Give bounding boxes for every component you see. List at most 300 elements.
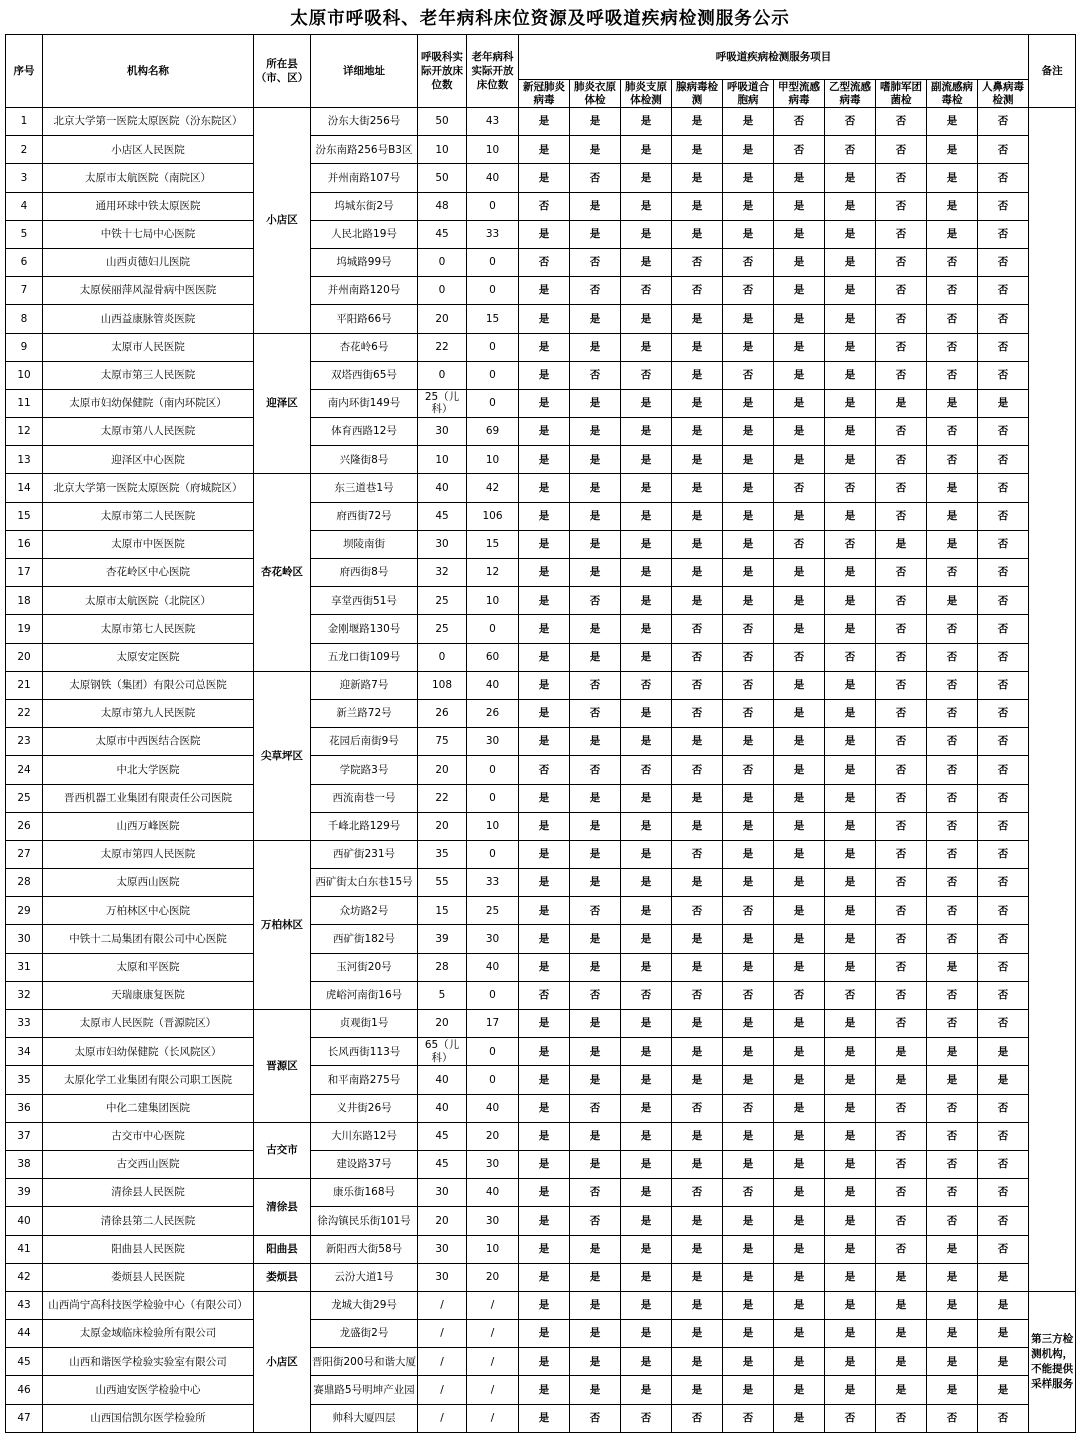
cell-seq: 29 xyxy=(6,897,43,925)
cell-test-result: 否 xyxy=(927,728,978,756)
cell-test-result: 是 xyxy=(519,1376,570,1404)
cell-resp-beds: 30 xyxy=(418,1235,467,1263)
cell-seq: 36 xyxy=(6,1094,43,1122)
cell-test-result: 否 xyxy=(978,1179,1029,1207)
cell-resp-beds: 10 xyxy=(418,446,467,474)
cell-seq: 6 xyxy=(6,248,43,276)
cell-address: 西矿街太白东巷15号 xyxy=(311,869,418,897)
cell-test-result: 否 xyxy=(876,277,927,305)
cell-test-result: 是 xyxy=(570,305,621,333)
cell-seq: 34 xyxy=(6,1038,43,1066)
cell-test-result: 是 xyxy=(774,1235,825,1263)
cell-test-result: 否 xyxy=(978,248,1029,276)
cell-test-result: 是 xyxy=(774,1291,825,1319)
cell-test-result: 是 xyxy=(876,389,927,417)
cell-test-result: 是 xyxy=(672,559,723,587)
cell-test-result: 是 xyxy=(570,869,621,897)
cell-test-result: 是 xyxy=(570,840,621,868)
cell-test-result: 是 xyxy=(519,1179,570,1207)
cell-test-result: 是 xyxy=(825,502,876,530)
cell-test-result: 否 xyxy=(876,812,927,840)
table-row xyxy=(6,389,1076,417)
cell-test-result: 是 xyxy=(621,1207,672,1235)
cell-name: 太原市太航医院（南院区） xyxy=(43,164,254,192)
cell-test-result: 是 xyxy=(672,1150,723,1178)
cell-test-result: 是 xyxy=(672,784,723,812)
cell-resp-beds: 20 xyxy=(418,812,467,840)
cell-resp-beds: 25 xyxy=(418,615,467,643)
cell-test-result: 否 xyxy=(723,897,774,925)
cell-test-result: 是 xyxy=(927,1263,978,1291)
cell-address: 东三道巷1号 xyxy=(311,474,418,502)
cell-test-result: 否 xyxy=(978,1207,1029,1235)
cell-resp-beds: 30 xyxy=(418,530,467,558)
table-row xyxy=(6,615,1076,643)
cell-test-result: 否 xyxy=(825,1404,876,1432)
cell-resp-beds: 0 xyxy=(418,248,467,276)
cell-test-result: 是 xyxy=(825,333,876,361)
cell-test-result: 是 xyxy=(519,305,570,333)
cell-test-result: 是 xyxy=(570,474,621,502)
cell-test-result: 否 xyxy=(621,277,672,305)
cell-test-result: 否 xyxy=(978,1235,1029,1263)
cell-test-result: 是 xyxy=(570,108,621,136)
cell-seq: 45 xyxy=(6,1348,43,1376)
cell-test-result: 否 xyxy=(927,333,978,361)
cell-test-result: 否 xyxy=(774,981,825,1009)
cell-name: 太原市第三人民医院 xyxy=(43,361,254,389)
cell-test-result: 是 xyxy=(774,361,825,389)
cell-address: 云汾大道1号 xyxy=(311,1263,418,1291)
cell-address: 享堂西街51号 xyxy=(311,587,418,615)
cell-test-result: 是 xyxy=(927,192,978,220)
cell-geri-beds: 10 xyxy=(467,446,519,474)
table-row xyxy=(6,530,1076,558)
cell-district: 万柏林区 xyxy=(254,840,311,1009)
cell-test-result: 是 xyxy=(774,559,825,587)
cell-test-result: 否 xyxy=(672,1404,723,1432)
cell-seq: 26 xyxy=(6,812,43,840)
cell-test-result: 是 xyxy=(927,1066,978,1094)
cell-test-result: 是 xyxy=(672,925,723,953)
cell-address: 汾东大街256号 xyxy=(311,108,418,136)
table-row xyxy=(6,897,1076,925)
cell-test-result: 否 xyxy=(927,1404,978,1432)
cell-test-result: 是 xyxy=(519,1207,570,1235)
cell-test-result: 否 xyxy=(876,192,927,220)
cell-test-result: 否 xyxy=(876,220,927,248)
cell-resp-beds: 35 xyxy=(418,840,467,868)
cell-test-result: 是 xyxy=(723,784,774,812)
cell-name: 太原市妇幼保健院（南内环院区） xyxy=(43,389,254,417)
cell-geri-beds: 40 xyxy=(467,671,519,699)
cell-test-result: 是 xyxy=(723,812,774,840)
cell-seq: 5 xyxy=(6,220,43,248)
cell-name: 太原市第七人民医院 xyxy=(43,615,254,643)
cell-test-result: 否 xyxy=(876,784,927,812)
cell-test-result: 是 xyxy=(723,953,774,981)
cell-test-result: 是 xyxy=(774,277,825,305)
cell-test-result: 是 xyxy=(519,446,570,474)
cell-seq: 19 xyxy=(6,615,43,643)
cell-test-result: 是 xyxy=(723,1038,774,1066)
cell-test-result: 是 xyxy=(723,389,774,417)
cell-seq: 42 xyxy=(6,1263,43,1291)
cell-district: 杏花岭区 xyxy=(254,474,311,671)
cell-test-result: 是 xyxy=(825,699,876,727)
cell-test-result: 是 xyxy=(774,756,825,784)
table-row xyxy=(6,1376,1076,1404)
header-test-item: 肺炎支原体检测 xyxy=(621,80,672,108)
cell-test-result: 否 xyxy=(927,446,978,474)
cell-test-result: 否 xyxy=(978,671,1029,699)
cell-resp-beds: 20 xyxy=(418,305,467,333)
cell-test-result: 否 xyxy=(876,136,927,164)
cell-test-result: 是 xyxy=(570,1376,621,1404)
cell-test-result: 是 xyxy=(774,305,825,333)
cell-test-result: 是 xyxy=(519,1404,570,1432)
cell-resp-beds: 40 xyxy=(418,1094,467,1122)
table-row xyxy=(6,1263,1076,1291)
cell-test-result: 否 xyxy=(825,643,876,671)
cell-address: 众坊路2号 xyxy=(311,897,418,925)
cell-test-result: 是 xyxy=(570,615,621,643)
cell-remark xyxy=(1029,108,1076,1292)
cell-test-result: 否 xyxy=(876,1179,927,1207)
cell-test-result: 是 xyxy=(519,728,570,756)
cell-test-result: 是 xyxy=(825,1207,876,1235)
cell-test-result: 是 xyxy=(519,277,570,305)
cell-test-result: 是 xyxy=(978,1066,1029,1094)
cell-test-result: 否 xyxy=(519,756,570,784)
cell-test-result: 是 xyxy=(774,784,825,812)
cell-resp-beds: 45 xyxy=(418,1150,467,1178)
cell-geri-beds: 0 xyxy=(467,784,519,812)
cell-test-result: 否 xyxy=(978,812,1029,840)
cell-geri-beds: 0 xyxy=(467,756,519,784)
cell-test-result: 是 xyxy=(723,728,774,756)
cell-geri-beds: 17 xyxy=(467,1010,519,1038)
cell-test-result: 是 xyxy=(774,587,825,615)
cell-seq: 17 xyxy=(6,559,43,587)
cell-seq: 39 xyxy=(6,1179,43,1207)
page-title: 太原市呼吸科、老年病科床位资源及呼吸道疾病检测服务公示 xyxy=(290,9,790,29)
cell-test-result: 否 xyxy=(876,615,927,643)
cell-test-result: 否 xyxy=(519,981,570,1009)
cell-seq: 44 xyxy=(6,1320,43,1348)
cell-test-result: 是 xyxy=(825,1094,876,1122)
cell-test-result: 是 xyxy=(519,136,570,164)
table-row xyxy=(6,981,1076,1009)
cell-test-result: 否 xyxy=(978,220,1029,248)
cell-test-result: 否 xyxy=(672,1179,723,1207)
table-row xyxy=(6,559,1076,587)
cell-test-result: 是 xyxy=(876,530,927,558)
cell-test-result: 否 xyxy=(978,446,1029,474)
cell-test-result: 是 xyxy=(825,1038,876,1066)
cell-test-result: 否 xyxy=(978,897,1029,925)
cell-test-result: 是 xyxy=(927,1038,978,1066)
cell-seq: 10 xyxy=(6,361,43,389)
cell-seq: 11 xyxy=(6,389,43,417)
cell-resp-beds: / xyxy=(418,1404,467,1432)
cell-geri-beds: 20 xyxy=(467,1263,519,1291)
cell-test-result: 是 xyxy=(927,1291,978,1319)
cell-test-result: 是 xyxy=(876,1348,927,1376)
cell-seq: 24 xyxy=(6,756,43,784)
cell-test-result: 是 xyxy=(774,333,825,361)
cell-test-result: 是 xyxy=(519,1038,570,1066)
cell-test-result: 否 xyxy=(825,981,876,1009)
cell-seq: 14 xyxy=(6,474,43,502)
cell-test-result: 是 xyxy=(621,840,672,868)
cell-district: 阳曲县 xyxy=(254,1235,311,1263)
cell-test-result: 否 xyxy=(876,446,927,474)
cell-test-result: 是 xyxy=(672,333,723,361)
cell-test-result: 否 xyxy=(978,418,1029,446)
cell-seq: 30 xyxy=(6,925,43,953)
cell-test-result: 是 xyxy=(621,108,672,136)
cell-address: 晋阳街200号和谐大厦 xyxy=(311,1348,418,1376)
table-row xyxy=(6,1038,1076,1066)
cell-geri-beds: 30 xyxy=(467,1207,519,1235)
cell-test-result: 是 xyxy=(672,305,723,333)
cell-test-result: 是 xyxy=(672,812,723,840)
cell-geri-beds: 30 xyxy=(467,728,519,756)
cell-resp-beds: 22 xyxy=(418,784,467,812)
table-row xyxy=(6,248,1076,276)
cell-seq: 37 xyxy=(6,1122,43,1150)
cell-test-result: 否 xyxy=(927,784,978,812)
cell-geri-beds: 0 xyxy=(467,277,519,305)
cell-geri-beds: 10 xyxy=(467,1235,519,1263)
cell-test-result: 是 xyxy=(723,1320,774,1348)
cell-test-result: 是 xyxy=(621,1263,672,1291)
cell-name: 太原市中医医院 xyxy=(43,530,254,558)
cell-seq: 43 xyxy=(6,1291,43,1319)
cell-test-result: 否 xyxy=(672,1094,723,1122)
table-row xyxy=(6,1179,1076,1207)
cell-test-result: 否 xyxy=(519,248,570,276)
cell-resp-beds: 28 xyxy=(418,953,467,981)
table-row xyxy=(6,502,1076,530)
cell-test-result: 是 xyxy=(519,615,570,643)
table-row xyxy=(6,643,1076,671)
table-row xyxy=(6,1235,1076,1263)
cell-test-result: 是 xyxy=(519,925,570,953)
cell-test-result: 是 xyxy=(621,1179,672,1207)
table-row xyxy=(6,1291,1076,1319)
cell-test-result: 是 xyxy=(774,1038,825,1066)
cell-test-result: 否 xyxy=(723,643,774,671)
cell-address: 西矿街231号 xyxy=(311,840,418,868)
cell-test-result: 否 xyxy=(978,981,1029,1009)
table-row xyxy=(6,136,1076,164)
cell-address: 坝陵南街 xyxy=(311,530,418,558)
header-test-item: 嗜肺军团菌检 xyxy=(876,80,927,108)
cell-test-result: 是 xyxy=(774,699,825,727)
cell-geri-beds: 42 xyxy=(467,474,519,502)
cell-address: 义井街26号 xyxy=(311,1094,418,1122)
table-row xyxy=(6,418,1076,446)
cell-resp-beds: 30 xyxy=(418,1179,467,1207)
table-row xyxy=(6,869,1076,897)
cell-test-result: 是 xyxy=(825,248,876,276)
cell-geri-beds: 30 xyxy=(467,1150,519,1178)
cell-test-result: 否 xyxy=(723,756,774,784)
cell-test-result: 是 xyxy=(825,277,876,305)
cell-test-result: 否 xyxy=(927,1207,978,1235)
cell-test-result: 是 xyxy=(774,953,825,981)
cell-address: 迎新路7号 xyxy=(311,671,418,699)
cell-name: 古交市中心医院 xyxy=(43,1122,254,1150)
cell-address: 龙盛街2号 xyxy=(311,1320,418,1348)
cell-test-result: 是 xyxy=(519,869,570,897)
cell-test-result: 是 xyxy=(723,1066,774,1094)
cell-test-result: 是 xyxy=(519,1348,570,1376)
header-test-item: 副流感病毒检 xyxy=(927,80,978,108)
cell-test-result: 是 xyxy=(825,1066,876,1094)
cell-test-result: 是 xyxy=(621,615,672,643)
cell-test-result: 是 xyxy=(672,446,723,474)
cell-name: 山西万峰医院 xyxy=(43,812,254,840)
cell-test-result: 是 xyxy=(519,784,570,812)
cell-name: 太原市第九人民医院 xyxy=(43,699,254,727)
cell-test-result: 否 xyxy=(978,305,1029,333)
cell-resp-beds: 10 xyxy=(418,136,467,164)
cell-test-result: 是 xyxy=(774,446,825,474)
cell-test-result: 是 xyxy=(519,953,570,981)
cell-test-result: 是 xyxy=(723,305,774,333)
cell-test-result: 否 xyxy=(570,361,621,389)
cell-test-result: 否 xyxy=(927,840,978,868)
cell-test-result: 是 xyxy=(927,389,978,417)
cell-test-result: 是 xyxy=(621,784,672,812)
cell-test-result: 是 xyxy=(621,1122,672,1150)
table-row xyxy=(6,361,1076,389)
cell-test-result: 是 xyxy=(519,1291,570,1319)
cell-resp-beds: 108 xyxy=(418,671,467,699)
cell-test-result: 是 xyxy=(519,671,570,699)
cell-test-result: 是 xyxy=(519,699,570,727)
table-row xyxy=(6,1320,1076,1348)
cell-test-result: 是 xyxy=(723,869,774,897)
cell-test-result: 是 xyxy=(825,1376,876,1404)
header-test-item: 新冠肺炎病毒 xyxy=(519,80,570,108)
cell-test-result: 是 xyxy=(723,502,774,530)
cell-test-result: 是 xyxy=(672,1348,723,1376)
cell-test-result: 否 xyxy=(927,699,978,727)
cell-test-result: 是 xyxy=(723,220,774,248)
cell-test-result: 是 xyxy=(825,671,876,699)
cell-address: 双塔西街65号 xyxy=(311,361,418,389)
cell-test-result: 否 xyxy=(927,671,978,699)
cell-test-result: 否 xyxy=(570,1179,621,1207)
cell-test-result: 否 xyxy=(876,1207,927,1235)
cell-test-result: 否 xyxy=(978,699,1029,727)
cell-test-result: 是 xyxy=(774,192,825,220)
header-geri-beds: 老年病科实际开放床位数 xyxy=(467,35,519,108)
cell-geri-beds: / xyxy=(467,1376,519,1404)
cell-address: 西矿街182号 xyxy=(311,925,418,953)
cell-test-result: 是 xyxy=(774,248,825,276)
cell-resp-beds: 55 xyxy=(418,869,467,897)
cell-test-result: 否 xyxy=(876,840,927,868)
cell-test-result: 否 xyxy=(978,192,1029,220)
cell-test-result: 是 xyxy=(927,108,978,136)
cell-test-result: 否 xyxy=(978,108,1029,136)
cell-name: 山西迪安医学检验中心 xyxy=(43,1376,254,1404)
cell-test-result: 是 xyxy=(723,192,774,220)
cell-name: 娄烦县人民医院 xyxy=(43,1263,254,1291)
cell-test-result: 是 xyxy=(723,1291,774,1319)
table-row xyxy=(6,784,1076,812)
cell-test-result: 是 xyxy=(519,361,570,389)
cell-test-result: 是 xyxy=(672,530,723,558)
cell-test-result: 否 xyxy=(672,840,723,868)
cell-test-result: 否 xyxy=(876,502,927,530)
cell-test-result: 是 xyxy=(570,728,621,756)
cell-test-result: 是 xyxy=(672,108,723,136)
cell-name: 中化二建集团医院 xyxy=(43,1094,254,1122)
cell-address: 南内环街149号 xyxy=(311,389,418,417)
cell-test-result: 是 xyxy=(570,1348,621,1376)
cell-seq: 35 xyxy=(6,1066,43,1094)
cell-test-result: 否 xyxy=(672,643,723,671)
cell-test-result: 是 xyxy=(621,446,672,474)
cell-test-result: 否 xyxy=(774,108,825,136)
cell-seq: 7 xyxy=(6,277,43,305)
cell-test-result: 是 xyxy=(825,446,876,474)
header-name: 机构名称 xyxy=(43,35,254,108)
cell-name: 万柏林区中心医院 xyxy=(43,897,254,925)
cell-test-result: 否 xyxy=(570,248,621,276)
cell-test-result: 否 xyxy=(978,1122,1029,1150)
table-row xyxy=(6,1066,1076,1094)
cell-address: 花园后南街9号 xyxy=(311,728,418,756)
cell-geri-beds: 0 xyxy=(467,1038,519,1066)
cell-test-result: 是 xyxy=(672,953,723,981)
cell-test-result: 是 xyxy=(672,1376,723,1404)
table-body xyxy=(6,108,1076,1433)
cell-test-result: 是 xyxy=(825,840,876,868)
header-resp-beds: 呼吸科实际开放床位数 xyxy=(418,35,467,108)
cell-test-result: 否 xyxy=(927,418,978,446)
table-row xyxy=(6,812,1076,840)
cell-seq: 41 xyxy=(6,1235,43,1263)
table-row xyxy=(6,1150,1076,1178)
table-row xyxy=(6,192,1076,220)
cell-test-result: 是 xyxy=(723,474,774,502)
cell-test-result: 是 xyxy=(519,1150,570,1178)
cell-name: 山西尚宁高科技医学检验中心（有限公司） xyxy=(43,1291,254,1319)
cell-test-result: 是 xyxy=(672,728,723,756)
table-row xyxy=(6,925,1076,953)
cell-geri-beds: 30 xyxy=(467,925,519,953)
cell-test-result: 否 xyxy=(978,615,1029,643)
table-row xyxy=(6,699,1076,727)
cell-test-result: 是 xyxy=(570,1291,621,1319)
cell-test-result: 是 xyxy=(672,164,723,192)
cell-name: 山西益康脉管炎医院 xyxy=(43,305,254,333)
cell-geri-beds: 40 xyxy=(467,953,519,981)
cell-seq: 13 xyxy=(6,446,43,474)
cell-resp-beds: 26 xyxy=(418,699,467,727)
cell-district: 小店区 xyxy=(254,108,311,334)
cell-test-result: 是 xyxy=(825,1150,876,1178)
cell-seq: 4 xyxy=(6,192,43,220)
table-row xyxy=(6,277,1076,305)
